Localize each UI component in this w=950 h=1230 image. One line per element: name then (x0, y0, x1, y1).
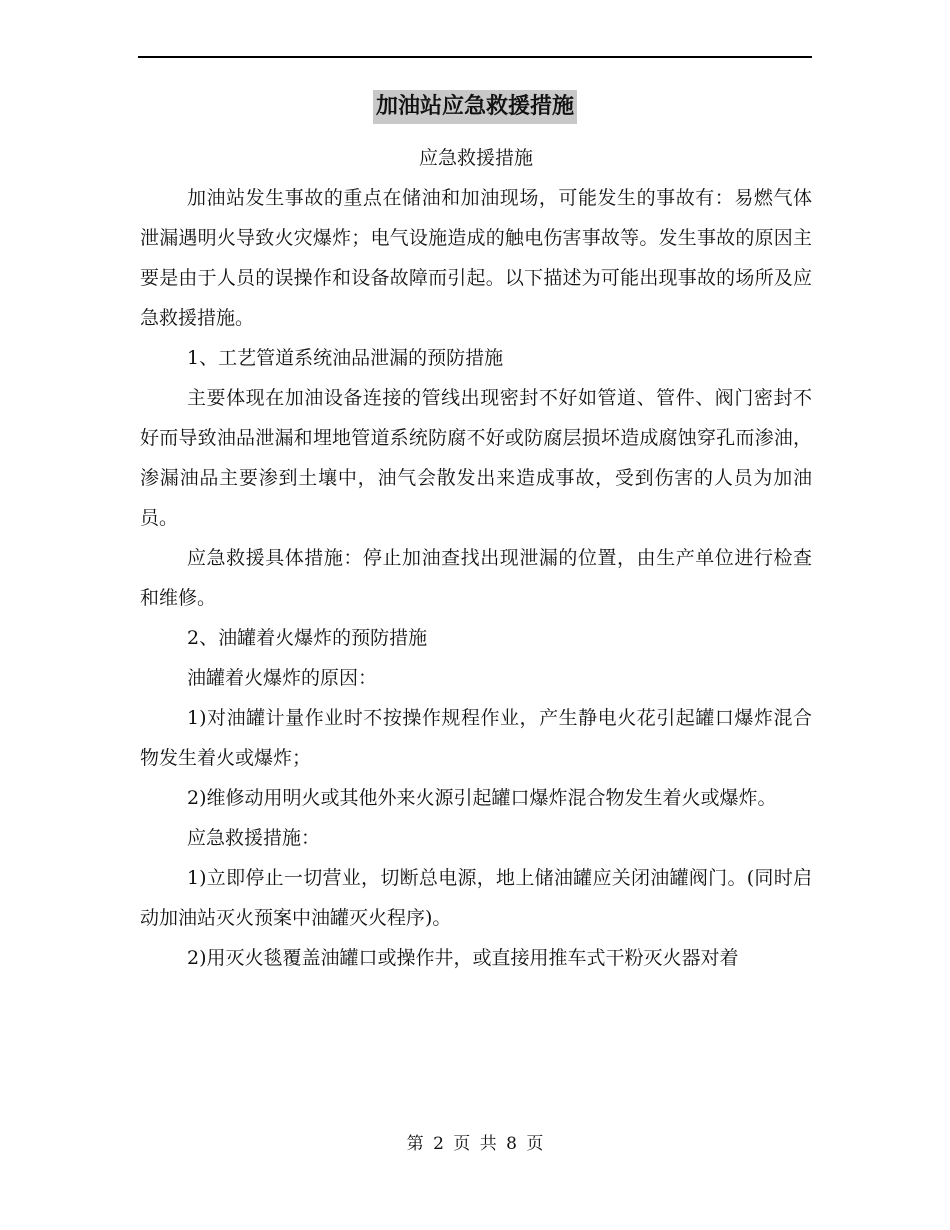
list-item-response-1: 1)立即停止一切营业，切断总电源，地上储油罐应关闭油罐阀门。(同时启动加油站灭火预案中油罐灭火程序)。 (140, 867, 812, 929)
document-title: 加油站应急救援措施 (373, 90, 577, 124)
paragraph-response-heading: 应急救援措施： (187, 827, 321, 849)
title-container (0, 90, 950, 124)
header-rule (138, 56, 812, 58)
heading-pipeline-leak: 1、工艺管道系统油品泄漏的预防措施 (187, 347, 504, 369)
paragraph-intro: 加油站发生事故的重点在储油和加油现场，可能发生的事故有：易燃气体泄漏遇明火导致火灾爆炸；电气设施造成的触电伤害事故等。发生事故的原因主要是由于人员的误操作和设备故障而引起。以下描述为可能出现事故的场所及应急救援措施。 (140, 187, 812, 329)
section-subtitle: 应急救援措施 (418, 147, 533, 169)
paragraph-leak-response: 应急救援具体措施：停止加油查找出现泄漏的位置，由生产单位进行检查和维修。 (140, 547, 812, 609)
paragraph-pipeline-leak: 主要体现在加油设备连接的管线出现密封不好如管道、管件、阀门密封不好而导致油品泄漏和埋地管道系统防腐不好或防腐层损坏造成腐蚀穿孔而渗油，渗漏油品主要渗到土壤中，油气会散发出来造成事故，受到伤害的人员为加油员。 (140, 387, 812, 529)
page-footer: 第 2 页 共 8 页 (406, 1134, 544, 1154)
heading-tank-fire: 2、油罐着火爆炸的预防措施 (187, 627, 428, 649)
document-body (140, 138, 812, 978)
list-item-cause-2: 2)维修动用明火或其他外来火源引起罐口爆炸混合物发生着火或爆炸。 (187, 787, 777, 809)
list-item-cause-1: 1)对油罐计量作业时不按操作规程作业，产生静电火花引起罐口爆炸混合物发生着火或爆炸； (140, 707, 812, 769)
list-item-response-2: 2)用灭火毯覆盖油罐口或操作井，或直接用推车式干粉灭火器对着 (187, 947, 739, 969)
paragraph-tank-fire-causes: 油罐着火爆炸的原因： (187, 667, 378, 689)
